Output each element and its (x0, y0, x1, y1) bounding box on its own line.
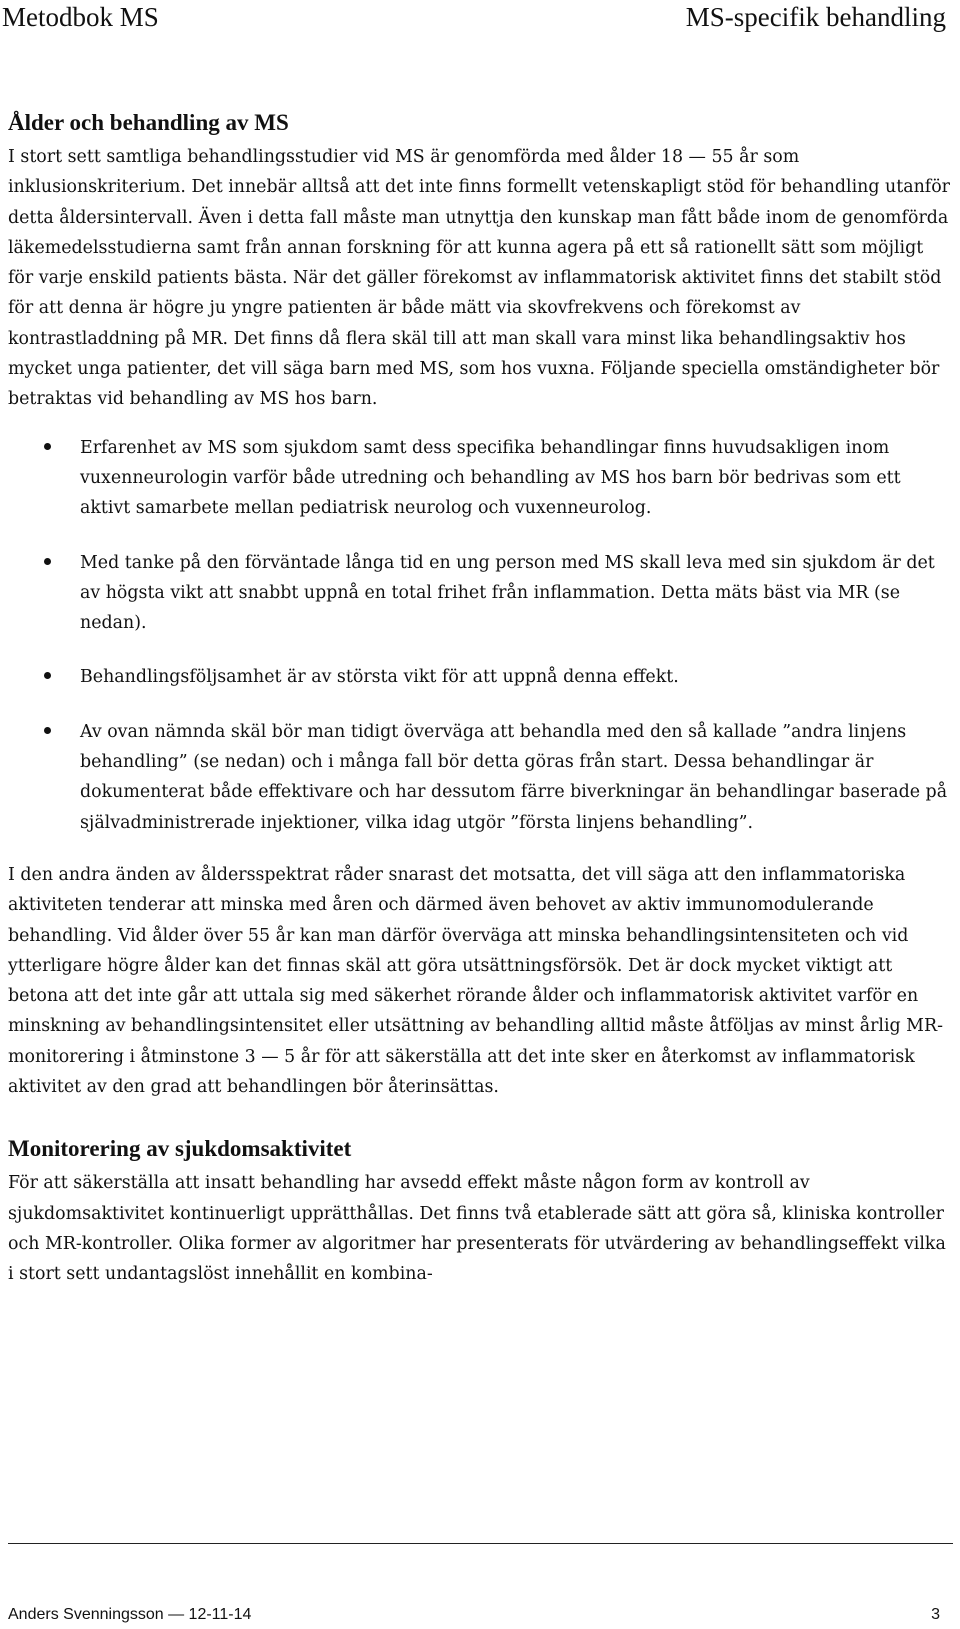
footer-divider (8, 1543, 953, 1544)
list-item (8, 662, 953, 692)
page-number: 3 (931, 1606, 940, 1623)
paragraph-age-outro: I den andra änden av åldersspektrat råder snarast det motsatta, det vill säga att den inflammatoriska aktiviteten tenderar att minska med åren och därmed även behovet av aktiv immunomodulerande behandling. Vid ålder över 55 år kan man därför överväga att minska behandlingsintensiteten och vid ytterligare högre ålder kan det finnas skäl att göra utsättningsförsök. Det är dock mycket viktigt att betona att det inte går att uttala sig med säkerhet rörande ålder och inflammatorisk aktivitet varför en minskning av behandlingsintensitet eller utsättning av behandling alltid måste åtföljas av minst årlig MR-monitorering i åtminstone 3 — 5 år för att säkerställa att det inte sker en återkomst av inflammatorisk aktivitet av den grad att behandlingen bör återinsättas. (8, 864, 943, 1098)
paragraph-age-intro: I stort sett samtliga behandlingsstudier vid MS är genomförda med ålder 18 — 55 år som inklusionskriterium. Det innebär alltså att det inte finns formellt vetenskapligt stöd för behandling utanför detta åldersintervall. Även i detta fall måste man utnyttja den kunskap man fått både inom de genomförda läkemedelsstudierna samt från annan forskning för att kunna agera på ett så rationellt sätt som möjligt för varje enskild patients bästa. När det gäller förekomst av inflammatorisk aktivitet finns det stabilt stöd för att denna är högre ju yngre patienten är både mätt via skovfrekvens och förekomst av kontrastladdning på MR. Det finns då flera skäl till att man skall vara minst lika behandlingsaktiv hos mycket unga patienter, det vill säga barn med MS, som hos vuxna. Följande speciella omständigheter bör betraktas vid behandling av MS hos barn. (8, 147, 950, 410)
section-heading-age: Ålder och behandling av MS (8, 110, 289, 135)
list-item (8, 433, 953, 524)
paragraph-monitoring-intro: För att säkerställa att insatt behandling har avsedd effekt måste någon form av kontroll av sjukdomsaktivitet kontinuerligt upprätthållas. Det finns två etablerade sätt att göra så, kliniska kontroller och MR-kontroller. Olika former av algoritmer har presenterats för utvärdering av behandlingseffekt vilka i stort sett undantagslöst innehållit en kombina- (8, 1173, 946, 1285)
bullet-list (8, 433, 953, 838)
list-item-text: Med tanke på den förväntade långa tid en ung person med MS skall leva med sin sjukdom är det av högsta vikt att snabbt uppnå en total frihet från inflammation. Detta mäts bäst via MR (se nedan). (80, 552, 935, 634)
bullet-icon (44, 727, 51, 734)
list-item (8, 548, 953, 639)
list-item-text: Erfarenhet av MS som sjukdom samt dess specifika behandlingar finns huvudsakligen inom vuxenneurologin varför både utredning och behandling av MS hos barn bör bedrivas som ett aktivt samarbete mellan pediatrisk neurolog och vuxenneurolog. (80, 437, 901, 519)
document-body (8, 108, 953, 1290)
page-header (0, 0, 960, 40)
bullet-icon (44, 443, 51, 450)
bullet-icon (44, 558, 51, 565)
bullet-icon (44, 672, 51, 679)
section-heading-monitoring: Monitorering av sjukdomsaktivitet (8, 1136, 352, 1162)
list-item (8, 717, 953, 838)
chapter-title: MS-specifik behandling (685, 2, 946, 32)
document-title: Metodbok MS (2, 2, 159, 32)
list-item-text: Av ovan nämnda skäl bör man tidigt överväga att behandla med den så kallade ”andra linjens behandling” (se nedan) och i många fall bör detta göras från start. Dessa behandlingar är dokumenterat både effektivare och har dessutom färre biverkningar än behandlingar baserade på självadministrerade injektioner, vilka idag utgör ”första linjens behandling”. (80, 721, 948, 833)
footer-author-date: Anders Svenningsson — 12-11-14 (8, 1606, 252, 1623)
list-item-text: Behandlingsföljsamhet är av största vikt för att uppnå denna effekt. (80, 667, 679, 688)
